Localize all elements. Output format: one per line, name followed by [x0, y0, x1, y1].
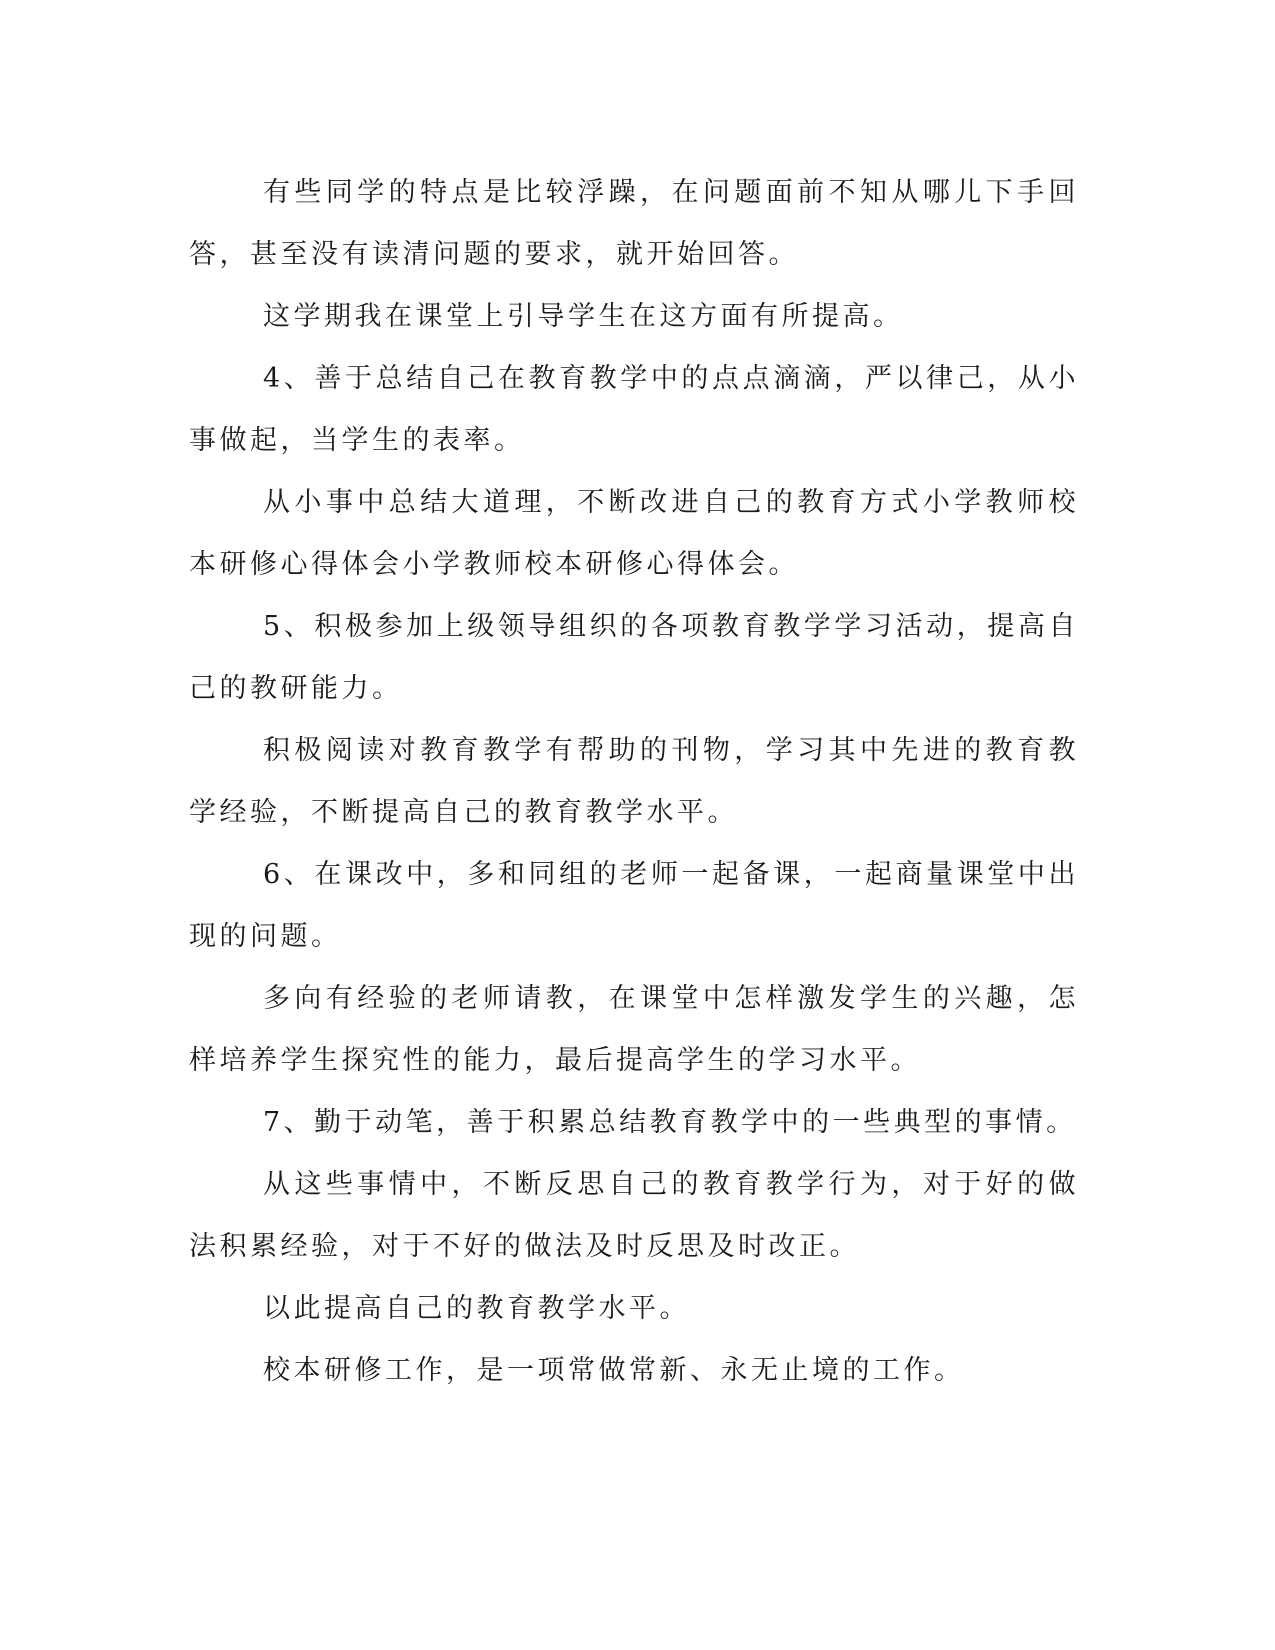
paragraph: 4、善于总结自己在教育教学中的点点滴滴，严以律己，从小事做起，当学生的表率。	[189, 363, 1079, 456]
paragraph: 校本研修工作，是一项常做常新、永无止境的工作。	[263, 1355, 965, 1386]
paragraph: 6、在课改中，多和同组的老师一起备课，一起商量课堂中出现的问题。	[189, 859, 1079, 952]
paragraph: 从这些事情中，不断反思自己的教育教学行为，对于好的做法积累经验，对于不好的做法及时反思及时改正。	[189, 1169, 1079, 1262]
paragraph: 多向有经验的老师请教，在课堂中怎样激发学生的兴趣，怎样培养学生探究性的能力，最后提高学生的学习水平。	[189, 983, 1079, 1076]
paragraph: 积极阅读对教育教学有帮助的刊物，学习其中先进的教育教学经验，不断提高自己的教育教学水平。	[189, 735, 1079, 828]
paragraph: 7、勤于动笔，善于积累总结教育教学中的一些典型的事情。	[263, 1107, 1077, 1138]
paragraph: 从小事中总结大道理，不断改进自己的教育方式小学教师校本研修心得体会小学教师校本研修心得体会。	[189, 487, 1079, 580]
document-body	[189, 162, 1079, 1402]
paragraph: 这学期我在课堂上引导学生在这方面有所提高。	[263, 301, 904, 332]
paragraph: 以此提高自己的教育教学水平。	[263, 1293, 690, 1324]
paragraph: 5、积极参加上级领导组织的各项教育教学学习活动，提高自己的教研能力。	[189, 611, 1079, 704]
paragraph: 有些同学的特点是比较浮躁，在问题面前不知从哪儿下手回答，甚至没有读清问题的要求，就开始回答。	[189, 177, 1079, 270]
